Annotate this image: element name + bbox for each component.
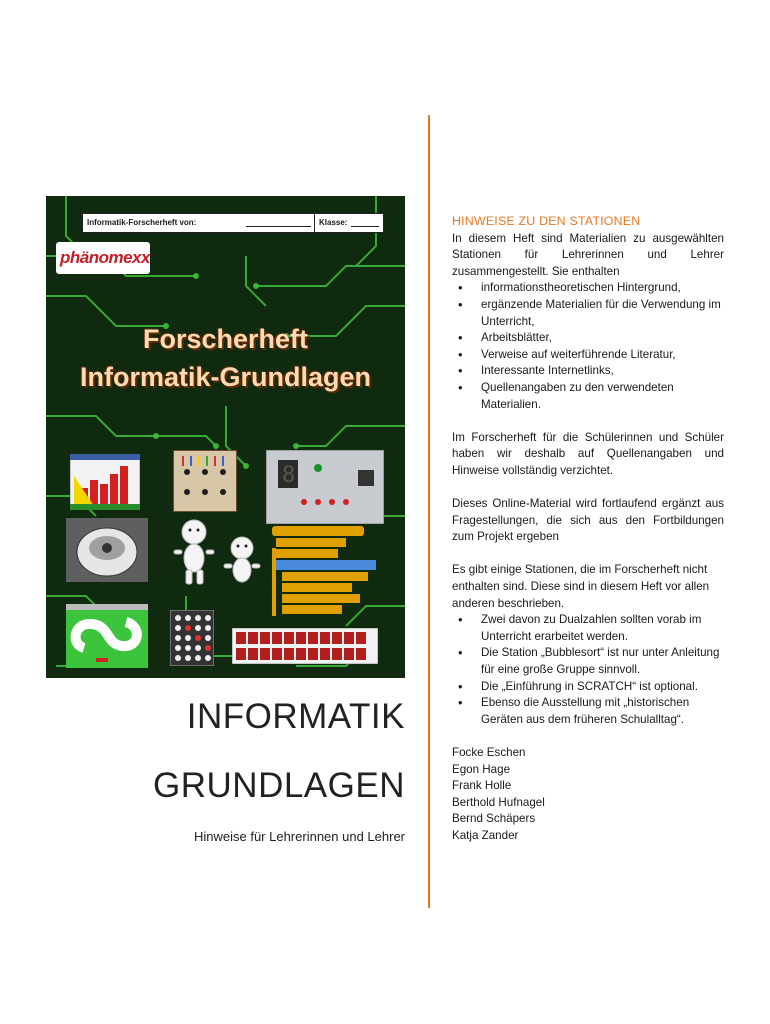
pixel-letters-thumbnail bbox=[232, 628, 378, 664]
intro-paragraph: In diesem Heft sind Materialien zu ausgewählten Stationen für Lehrerinnen und Lehrer zusammengestellt. Sie enthalten bbox=[452, 231, 724, 278]
seven-segment-device-thumbnail bbox=[266, 450, 384, 524]
cover-title-line2: Informatik-Grundlagen bbox=[79, 362, 371, 392]
authors-list bbox=[452, 745, 724, 845]
list-item: • informationstheoretischen Hintergrund, bbox=[452, 280, 724, 297]
wired-board-thumbnail bbox=[173, 450, 237, 512]
list-item: • Quellenangaben zu den verwendeten Materialien. bbox=[452, 380, 724, 413]
class-label: Klasse: bbox=[319, 218, 348, 227]
mascot-figures-thumbnail bbox=[164, 518, 274, 592]
vertical-divider bbox=[428, 115, 430, 908]
cover-title-line1: Forscherheft bbox=[142, 324, 309, 354]
bar-chart-thumbnail bbox=[70, 454, 140, 510]
list-item: • Die „Einführung in SCRATCH“ ist optional. bbox=[452, 679, 724, 696]
author-name: Focke Eschen bbox=[452, 746, 526, 759]
author-name: Berthold Hufnagel bbox=[452, 795, 545, 809]
main-title-line2: GRUNDLAGEN bbox=[153, 766, 405, 805]
author-name: Frank Holle bbox=[452, 779, 512, 793]
led-matrix-thumbnail bbox=[170, 610, 214, 666]
author-name: Bernd Schäpers bbox=[452, 812, 536, 826]
notes-column bbox=[452, 213, 724, 845]
contents-list bbox=[452, 280, 724, 413]
author-name: Egon Hage bbox=[452, 762, 511, 776]
name-form-bar bbox=[82, 213, 384, 233]
paragraph-student-booklet: Im Forscherheft für die Schülerinnen und Schüler haben wir deshalb auf Quellenangaben und Hinweise vollständig verzichtet. bbox=[452, 430, 724, 477]
main-title-line1: INFORMATIK bbox=[186, 697, 405, 736]
list-item: • Arbeitsblätter, bbox=[452, 330, 724, 347]
list-item: • Die Station „Bubblesort“ ist nur unter Anleitung für eine große Gruppe sinnvoll. bbox=[452, 645, 724, 678]
paragraph-extra-stations: Es gibt einige Stationen, die im Forscherheft nicht enthalten sind. Diese sind in diesem Heft vor allen anderen beschrieben. bbox=[452, 563, 710, 610]
phaenomexx-logo bbox=[56, 242, 150, 274]
name-line bbox=[246, 226, 311, 227]
paragraph-online-material: Dieses Online-Material wird fortlaufend ergänzt aus Fragestellungen, die sich aus den Fortbildungen zum Projekt ergeben bbox=[452, 497, 724, 544]
list-item: • Verweise auf weiterführende Literatur, bbox=[452, 347, 724, 364]
logo-text: phänomexx bbox=[60, 248, 150, 267]
robot-ball-thumbnail bbox=[66, 518, 148, 582]
subtitle: Hinweise für Lehrerinnen und Lehrer bbox=[193, 829, 405, 844]
author-name: Katja Zander bbox=[452, 828, 519, 842]
race-track-thumbnail bbox=[66, 604, 148, 668]
scratch-blocks-thumbnail bbox=[272, 526, 382, 616]
section-heading: HINWEISE ZU DEN STATIONEN bbox=[452, 214, 641, 228]
cover-image bbox=[46, 196, 405, 678]
class-line bbox=[351, 226, 379, 227]
svg-text:8: 8 bbox=[282, 463, 296, 488]
list-item: • Interessante Internetlinks, bbox=[452, 363, 724, 380]
list-item: • Zwei davon zu Dualzahlen sollten vorab im Unterricht erarbeitet werden. bbox=[452, 612, 724, 645]
stations-list bbox=[452, 612, 724, 728]
form-separator bbox=[314, 214, 315, 232]
form-label: Informatik-Forscherheft von: bbox=[87, 218, 197, 227]
list-item: • Ebenso die Ausstellung mit „historischen Geräten aus dem früheren Schulalltag“. bbox=[452, 695, 724, 728]
list-item: • ergänzende Materialien für die Verwendung im Unterricht, bbox=[452, 297, 724, 330]
